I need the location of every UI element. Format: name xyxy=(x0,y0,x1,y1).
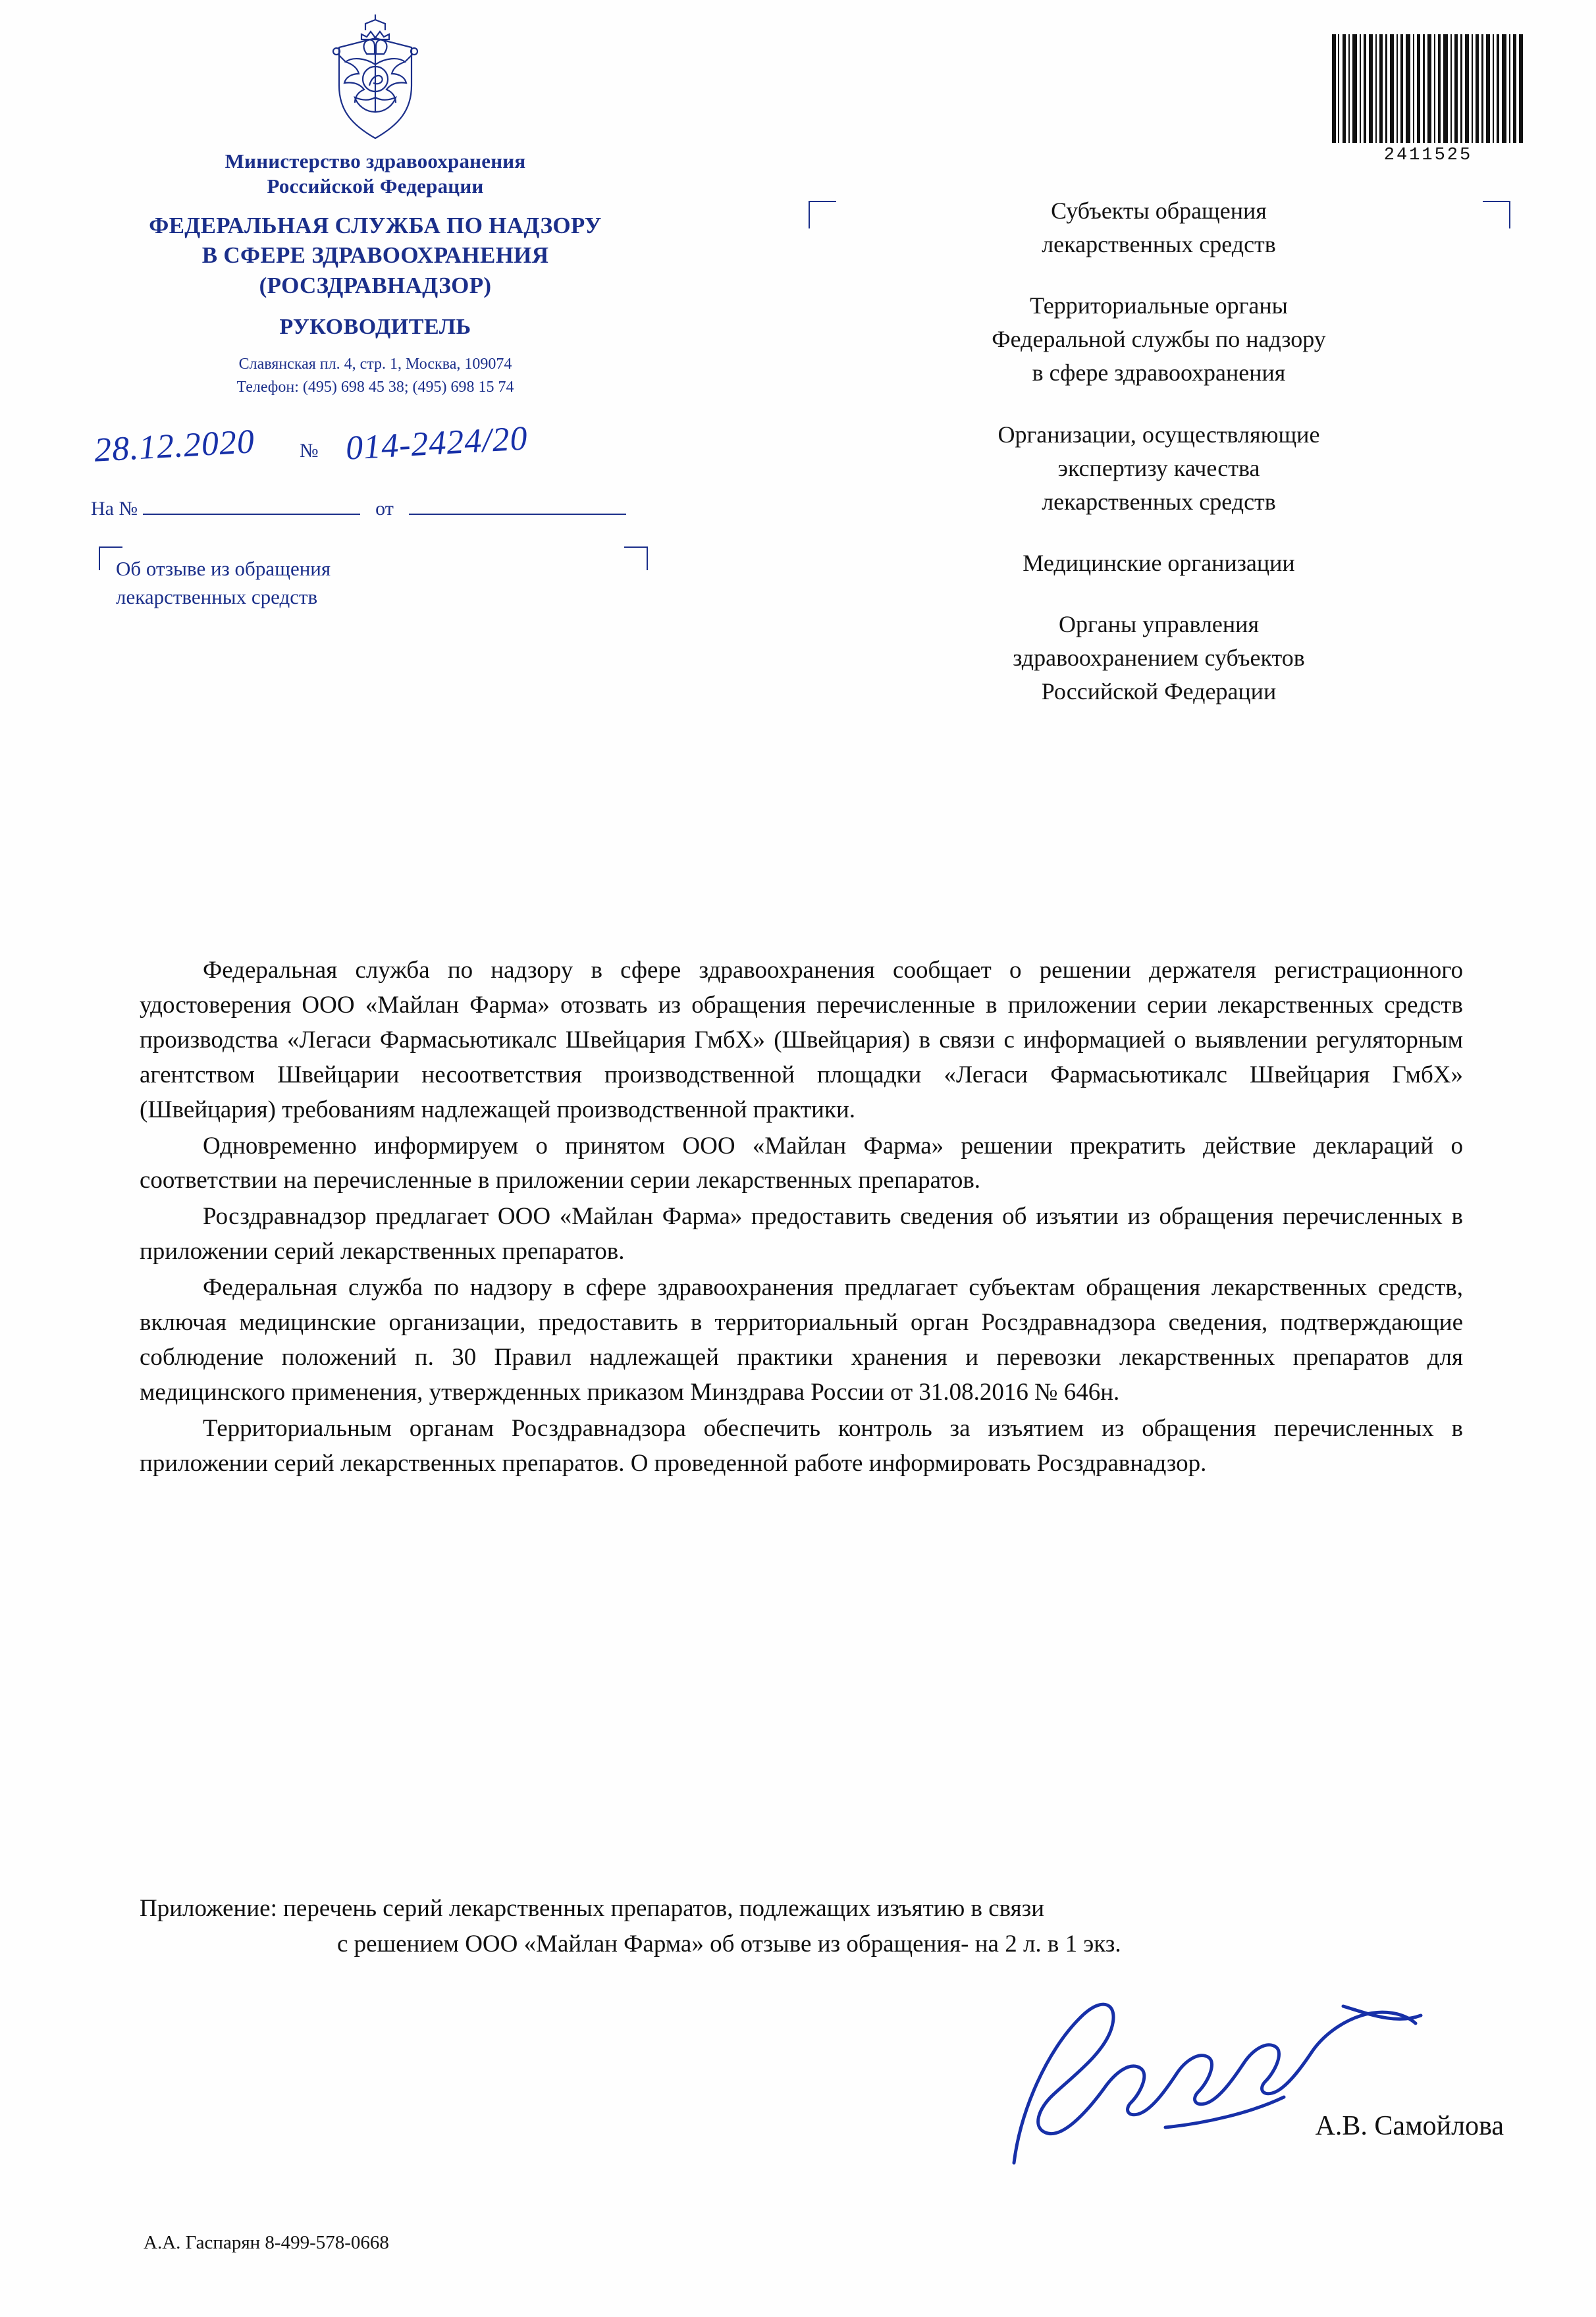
ministry-name xyxy=(79,149,672,199)
signatory-name: А.В. Самойлова xyxy=(1315,2111,1504,2141)
body-paragraph-3: Росздравнадзор предлагает ООО «Майлан Фарма» предоставить сведения об изъятии из обращения перечисленных в приложении серий лекарственных препаратов. xyxy=(140,1203,1463,1265)
body-paragraph-4: Федеральная служба по надзору в сфере здравоохранения предлагает субъектам обращения лекарственных средств, включая медицинские организации, предоставить в территориальный орган Росздравнадзора сведения, подтверждающие соблюдение положений п. 30 Правил надлежащей практики хранения и перевозки лекарственных препаратов для медицинского применения, утвержденных приказом Минздрава России от 31.08.2016 № 646н. xyxy=(140,1274,1463,1406)
service-line-1: ФЕДЕРАЛЬНАЯ СЛУЖБА ПО НАДЗОРУ xyxy=(149,212,602,238)
addressee-line: в сфере здравоохранения xyxy=(1032,360,1286,386)
addressee-block xyxy=(810,194,1508,708)
service-name xyxy=(79,211,672,301)
body-paragraph-1: Федеральная служба по надзору в сфере здравоохранения сообщает о решении держателя регистрационного удостоверения ООО «Майлан Фарма» отозвать из обращения перечисленные в приложении серии лекарственных средств производства «Легаси Фармасьютикалс Швейцария ГмбХ» (Швейцария) в связи с информацией о выявлении регуляторным агентством Швейцарии несоответствия производственной площадки «Легаси Фармасьютикалс Швейцария ГмбХ» (Швейцария) требованиям надлежащей производственной практики. xyxy=(140,957,1463,1123)
addressee-line: Органы управления xyxy=(1059,610,1259,637)
reply-from-label: от xyxy=(375,498,394,519)
addressee-line: Федеральной службы по надзору xyxy=(992,326,1326,353)
date-and-number-block xyxy=(89,421,681,481)
letter-body xyxy=(140,953,1463,1483)
russian-coat-of-arms-icon xyxy=(319,13,431,145)
barcode-block xyxy=(1329,34,1527,165)
organization-address xyxy=(79,353,672,399)
addressee-group-4 xyxy=(810,546,1508,580)
barcode-icon xyxy=(1329,34,1527,143)
reply-reference-line xyxy=(91,495,670,520)
ministry-line-2: Российской Федерации xyxy=(267,174,484,198)
addressee-line: лекарственных средств xyxy=(1042,488,1276,515)
address-line: Славянская пл. 4, стр. 1, Москва, 109074 xyxy=(238,356,512,373)
addressee-line: лекарственных средств xyxy=(1042,231,1276,258)
addressee-line: Организации, осуществляющие xyxy=(998,421,1320,448)
handwritten-number: 014-2424/20 xyxy=(344,419,529,467)
phone-line: Телефон: (495) 698 45 38; (495) 698 15 74 xyxy=(236,378,514,396)
addressee-group-1 xyxy=(810,194,1508,261)
ministry-line-1: Министерство здравоохранения xyxy=(225,149,526,173)
reply-number-blank xyxy=(143,495,360,515)
attachment-line-2: с решением ООО «Майлан Фарма» об отзыве из обращения- на 2 л. в 1 экз. xyxy=(337,1930,1121,1957)
number-sign: № xyxy=(300,440,319,462)
handwritten-date: 28.12.2020 xyxy=(93,423,256,469)
addressee-line: Субъекты обращения xyxy=(1051,198,1267,224)
subject-line-1: Об отзыве из обращения xyxy=(116,557,331,580)
addressee-line: Территориальные органы xyxy=(1030,292,1288,319)
addressee-group-3 xyxy=(810,418,1508,519)
attachment-note xyxy=(140,1891,1476,1961)
addressee-line: здравоохранением субъектов xyxy=(1013,645,1305,672)
addressee-line: экспертизу качества xyxy=(1057,454,1260,481)
executor-contact: А.А. Гаспарян 8-499-578-0668 xyxy=(144,2232,389,2253)
addressee-group-5 xyxy=(810,608,1508,708)
chief-title: РУКОВОДИТЕЛЬ xyxy=(279,315,471,340)
reply-prefix: На № xyxy=(91,498,138,519)
service-line-3: (РОСЗДРАВНАДЗОР) xyxy=(259,272,492,298)
subject-bracket-top-left xyxy=(99,546,122,570)
body-paragraph-5: Территориальным органам Росздравнадзора обеспечить контроль за изъятием из обращения перечисленных в приложении серий лекарственных препаратов. О проведенной работе информировать Росздравнадзор. xyxy=(140,1414,1463,1477)
service-line-2: В СФЕРЕ ЗДРАВООХРАНЕНИЯ xyxy=(201,242,549,269)
subject-block xyxy=(99,546,648,618)
barcode-number: 2411525 xyxy=(1383,146,1473,165)
addressee-line: Российской Федерации xyxy=(1041,678,1277,705)
addressee-group-2 xyxy=(810,289,1508,390)
addressee-line: Медицинские организации xyxy=(1023,549,1295,576)
attachment-line-1: Приложение: перечень серий лекарственных препаратов, подлежащих изъятию в связи xyxy=(140,1895,1045,1922)
reply-date-blank xyxy=(409,495,626,515)
subject-line-2: лекарственных средств xyxy=(116,585,318,609)
letterhead xyxy=(79,13,672,399)
subject-bracket-top-right xyxy=(624,546,648,570)
body-paragraph-2: Одновременно информируем о принятом ООО «Майлан Фарма» решении прекратить действие деклараций о соответствии на перечисленные в приложении серии лекарственных препаратов. xyxy=(140,1132,1463,1194)
